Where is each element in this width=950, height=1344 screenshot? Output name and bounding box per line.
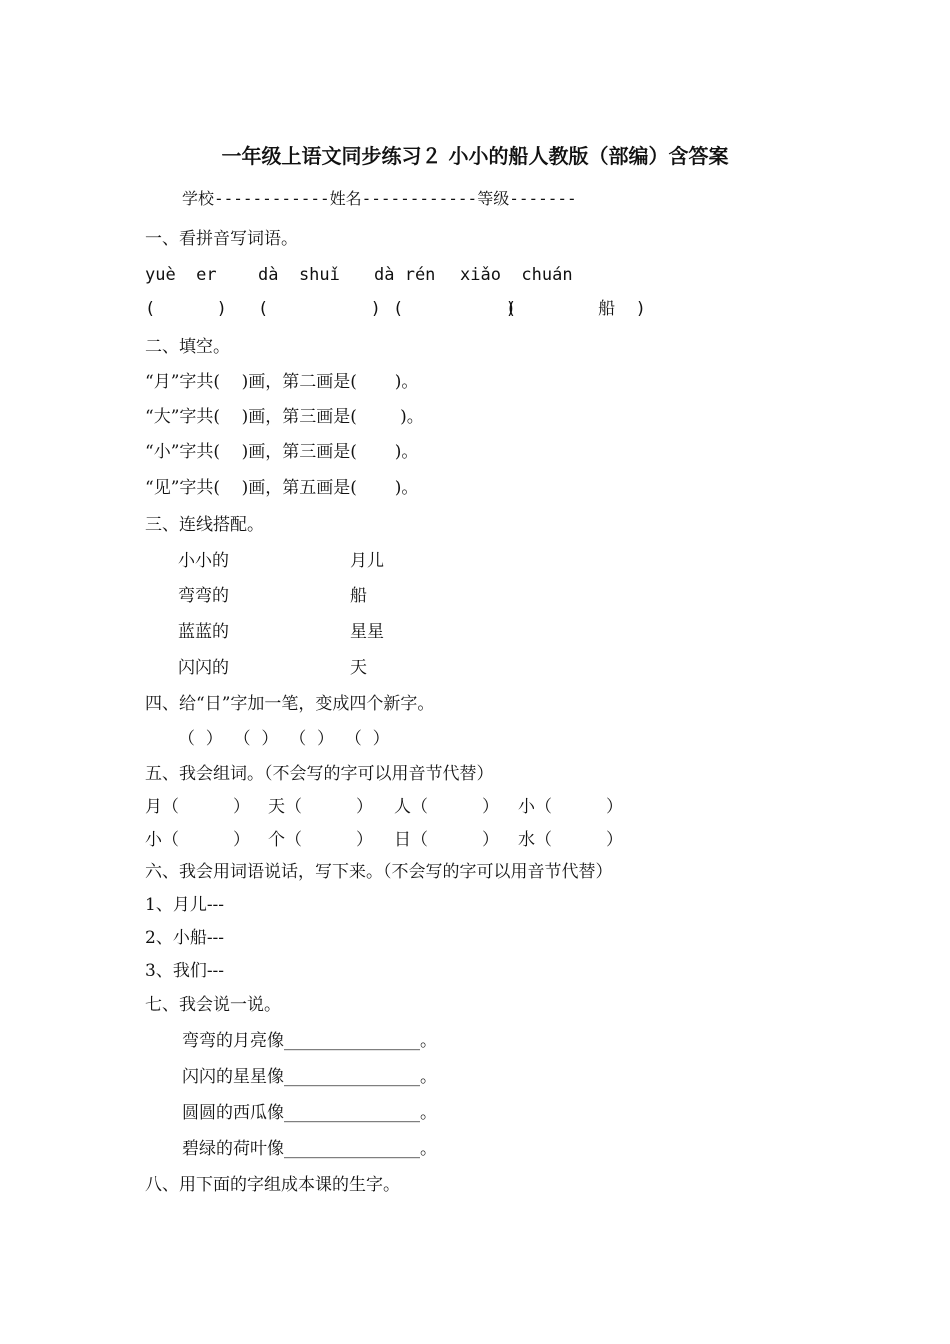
answer-blank-1[interactable]: ( ) xyxy=(145,299,227,319)
word-blank-8[interactable]: 水（ ） xyxy=(518,830,624,850)
simile-item-1[interactable]: 弯弯的月亮像________________。 xyxy=(182,1031,437,1051)
word-blank-4[interactable]: 小（ ） xyxy=(518,797,624,817)
pinyin-1: yuè er xyxy=(145,265,217,285)
new-char-blanks[interactable]: （ ） （ ） （ ） （ ） xyxy=(178,729,390,749)
section-6-heading: 六、我会用词语说话，写下来。（不会写的字可以用音节代替） xyxy=(145,862,613,882)
pinyin-3: dà rén xyxy=(374,265,436,285)
match-left-1: 小小的 xyxy=(178,551,229,571)
header-fields: 学校------------姓名------------等级------- xyxy=(182,189,577,208)
fill-row-1: “月”字共( )画，第二画是( )。 xyxy=(145,372,419,392)
sentence-item-2[interactable]: 2、小船--- xyxy=(145,928,225,948)
section-7-heading: 七、我会说一说。 xyxy=(145,995,281,1015)
answer-blank-2[interactable]: ( ) xyxy=(258,299,381,319)
match-left-4: 闪闪的 xyxy=(178,658,229,678)
answer-blank-3[interactable]: ( ) xyxy=(393,299,516,319)
match-right-1: 月儿 xyxy=(350,551,384,571)
sentence-item-1[interactable]: 1、月儿--- xyxy=(145,895,225,915)
pinyin-4: xiǎo chuán xyxy=(460,265,573,285)
word-blank-2[interactable]: 天（ ） xyxy=(268,797,374,817)
simile-item-3[interactable]: 圆圆的西瓜像________________。 xyxy=(182,1103,437,1123)
word-blank-1[interactable]: 月（ ） xyxy=(145,797,251,817)
section-1-heading: 一、看拼音写词语。 xyxy=(145,229,298,249)
match-right-4: 天 xyxy=(350,658,367,678)
fill-row-4: “见”字共( )画，第五画是( )。 xyxy=(145,478,419,498)
section-4-heading: 四、给“日”字加一笔，变成四个新字。 xyxy=(145,694,435,714)
word-blank-5[interactable]: 小（ ） xyxy=(145,830,251,850)
section-3-heading: 三、连线搭配。 xyxy=(145,515,264,535)
word-blank-6[interactable]: 个（ ） xyxy=(268,830,374,850)
answer-blank-4[interactable]: ( 船 ) xyxy=(506,299,646,319)
section-2-heading: 二、填空。 xyxy=(145,337,230,357)
simile-item-4[interactable]: 碧绿的荷叶像________________。 xyxy=(182,1139,437,1159)
section-5-heading: 五、我会组词。（不会写的字可以用音节代替） xyxy=(145,764,494,784)
word-blank-3[interactable]: 人（ ） xyxy=(394,797,500,817)
sentence-item-3[interactable]: 3、我们--- xyxy=(145,961,225,981)
fill-row-2: “大”字共( )画，第三画是( )。 xyxy=(145,407,424,427)
section-8-heading: 八、用下面的字组成本课的生字。 xyxy=(145,1175,400,1195)
fill-row-3: “小”字共( )画，第三画是( )。 xyxy=(145,442,419,462)
match-right-2: 船 xyxy=(350,586,367,606)
page-title: 一年级上语文同步练习２ 小小的船人教版（部编）含答案 xyxy=(221,144,729,168)
match-right-3: 星星 xyxy=(350,622,384,642)
word-blank-7[interactable]: 日（ ） xyxy=(394,830,500,850)
match-left-3: 蓝蓝的 xyxy=(178,622,229,642)
pinyin-2: dà shuǐ xyxy=(258,265,340,285)
match-left-2: 弯弯的 xyxy=(178,586,229,606)
simile-item-2[interactable]: 闪闪的星星像________________。 xyxy=(182,1067,437,1087)
